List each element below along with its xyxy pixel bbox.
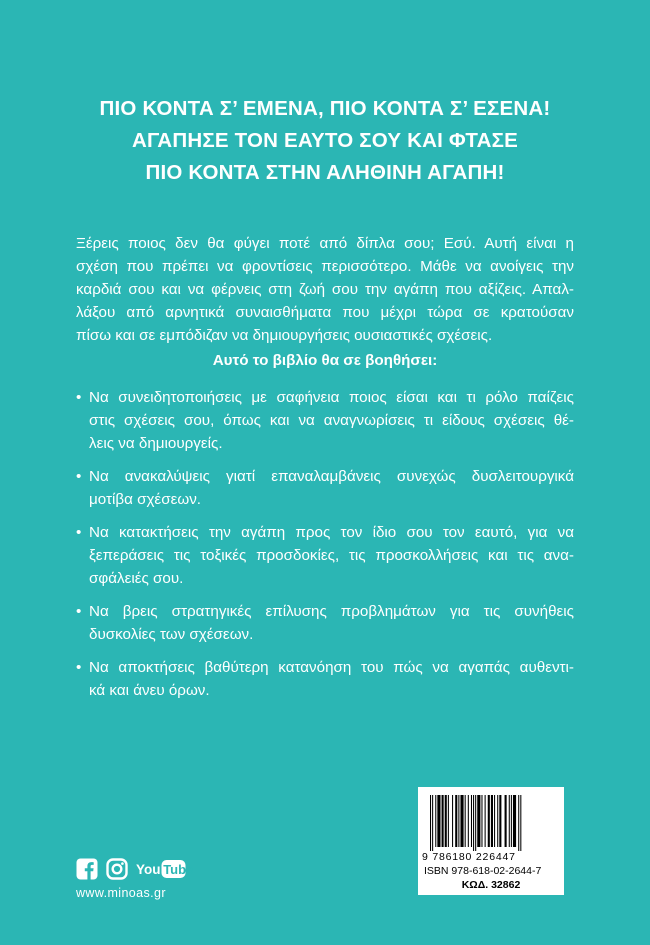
bullet-icon: • — [76, 659, 82, 676]
list-item — [76, 465, 574, 511]
bullet-icon: • — [76, 603, 82, 620]
list-item-line: Να συνειδητοποιήσεις με σαφήνεια ποιος είσαι και τι ρόλο παίζεις — [89, 389, 574, 406]
barcode-bar — [488, 795, 490, 847]
bullet-icon: • — [76, 468, 82, 485]
barcode-bar — [475, 795, 476, 851]
barcode-bar — [499, 795, 501, 847]
barcode-bar — [513, 795, 516, 847]
barcode-bar — [435, 795, 436, 847]
list-item-line: δυσκολίες των σχέσεων. — [89, 626, 254, 643]
intro-line: σχέση που πρέπει να φροντίσεις περισσότερο. Μάθε να ανοίγεις την — [76, 258, 574, 275]
barcode-bar — [455, 795, 457, 847]
isbn-barcode-box — [418, 787, 564, 895]
list-item-line: Να ανακαλύψεις γιατί επαναλαμβάνεις συνεχώς δυσλειτουργικά — [89, 468, 574, 485]
benefits-list — [76, 386, 574, 712]
list-item-line: στις σχέσεις σου, όπως και να αναγνωρίσεις τι είδους σχέσεις θέ- — [89, 412, 574, 429]
list-item-line: Να βρεις στρατηγικές επίλυσης προβλημάτων για τις συνήθεις — [89, 603, 574, 620]
benefits-heading: Αυτό το βιβλίο θα σε βοηθήσει: — [212, 352, 438, 369]
barcode-bar — [430, 795, 431, 851]
barcode-bar — [448, 795, 449, 847]
barcode-bar — [442, 795, 444, 847]
barcode-bar — [473, 795, 474, 851]
list-item-line: Να αποκτήσεις βαθύτερη κατανόηση του πώς να αγαπάς αυθεντι- — [89, 659, 574, 676]
bullet-icon: • — [76, 389, 82, 406]
back-cover-headline — [0, 93, 650, 189]
product-code: ΚΩΔ. 32862 — [461, 879, 521, 891]
barcode-bar — [485, 795, 486, 847]
barcode-bar — [437, 795, 440, 847]
list-item-line: Να κατακτήσεις την αγάπη προς τον ίδιο σου τον εαυτό, για να — [89, 524, 574, 541]
facebook-icon[interactable] — [76, 858, 100, 880]
barcode-bar — [491, 795, 493, 847]
barcode-bar — [481, 795, 482, 847]
barcode-bar — [518, 795, 519, 851]
list-item — [76, 521, 574, 590]
barcode-bar — [505, 795, 507, 847]
youtube-icon[interactable] — [136, 858, 194, 880]
headline-line-3: ΠΙΟ ΚΟΝΤΑ ΣΤΗΝ ΑΛΗΘΙΝΗ ΑΓΑΠΗ! — [145, 161, 505, 184]
barcode-bar — [452, 795, 453, 847]
barcode-bar — [497, 795, 498, 847]
barcode-bar — [520, 795, 521, 851]
bullet-icon: • — [76, 524, 82, 541]
isbn-number: ISBN 978-618-02-2644-7 — [424, 865, 542, 877]
barcode-bar — [471, 795, 472, 847]
list-item-line: λεις να δημιουργείς. — [89, 435, 223, 452]
headline-line-1: ΠΙΟ ΚΟΝΤΑ Σ’ ΕΜΕΝΑ, ΠΙΟ ΚΟΝΤΑ Σ’ ΕΣΕΝΑ! — [99, 97, 551, 120]
list-item — [76, 600, 574, 646]
intro-line: Ξέρεις ποιος δεν θα φύγει ποτέ από δίπλα σου; Εσύ. Αυτή είναι η — [76, 235, 574, 252]
barcode-digits: 9 786180 226447 — [422, 851, 516, 863]
barcode-bar — [465, 795, 466, 847]
barcode-icon — [428, 795, 554, 851]
youtube-wordmark-tube: Tube — [163, 862, 194, 877]
barcode-bar — [509, 795, 510, 847]
intro-paragraph — [76, 232, 574, 347]
barcode-bar — [511, 795, 512, 847]
list-item-line: ξεπεράσεις τις τοξικές προσδοκίες, τις προσκολλήσεις και τις ανα- — [89, 547, 574, 564]
barcode-bar — [494, 795, 495, 847]
intro-line: λάξου από αρνητικά συναισθήματα που μέχρι τώρα σε κρατούσαν — [76, 304, 574, 321]
publisher-website-link[interactable]: www.minoas.gr — [76, 886, 166, 900]
list-item-line: μοτίβα σχέσεων. — [89, 491, 202, 508]
list-item — [76, 656, 574, 702]
intro-line: πίσω και σε εμπόδιζαν να δημιουργήσεις ουσιαστικές σχέσεις. — [76, 327, 493, 344]
list-item — [76, 386, 574, 455]
instagram-icon[interactable] — [106, 858, 130, 880]
list-item-line: σφάλειές σου. — [89, 570, 184, 587]
barcode-bar — [460, 795, 463, 847]
barcode-bar — [477, 795, 480, 847]
barcode-bar — [458, 795, 459, 847]
headline-line-2: ΑΓΑΠΗΣΕ ΤΟΝ ΕΑΥΤΟ ΣΟΥ ΚΑΙ ΦΤΑΣΕ — [132, 129, 518, 152]
list-item-line: κά και άνευ όρων. — [89, 682, 210, 699]
youtube-wordmark-you: You — [136, 862, 161, 877]
barcode-bar — [445, 795, 447, 847]
barcode-bar — [468, 795, 469, 847]
barcode-bar — [432, 795, 433, 851]
intro-line: καρδιά σου και να φέρνεις στη ζωή σου την αγάπη που αξίζεις. Απαλ- — [76, 281, 574, 298]
